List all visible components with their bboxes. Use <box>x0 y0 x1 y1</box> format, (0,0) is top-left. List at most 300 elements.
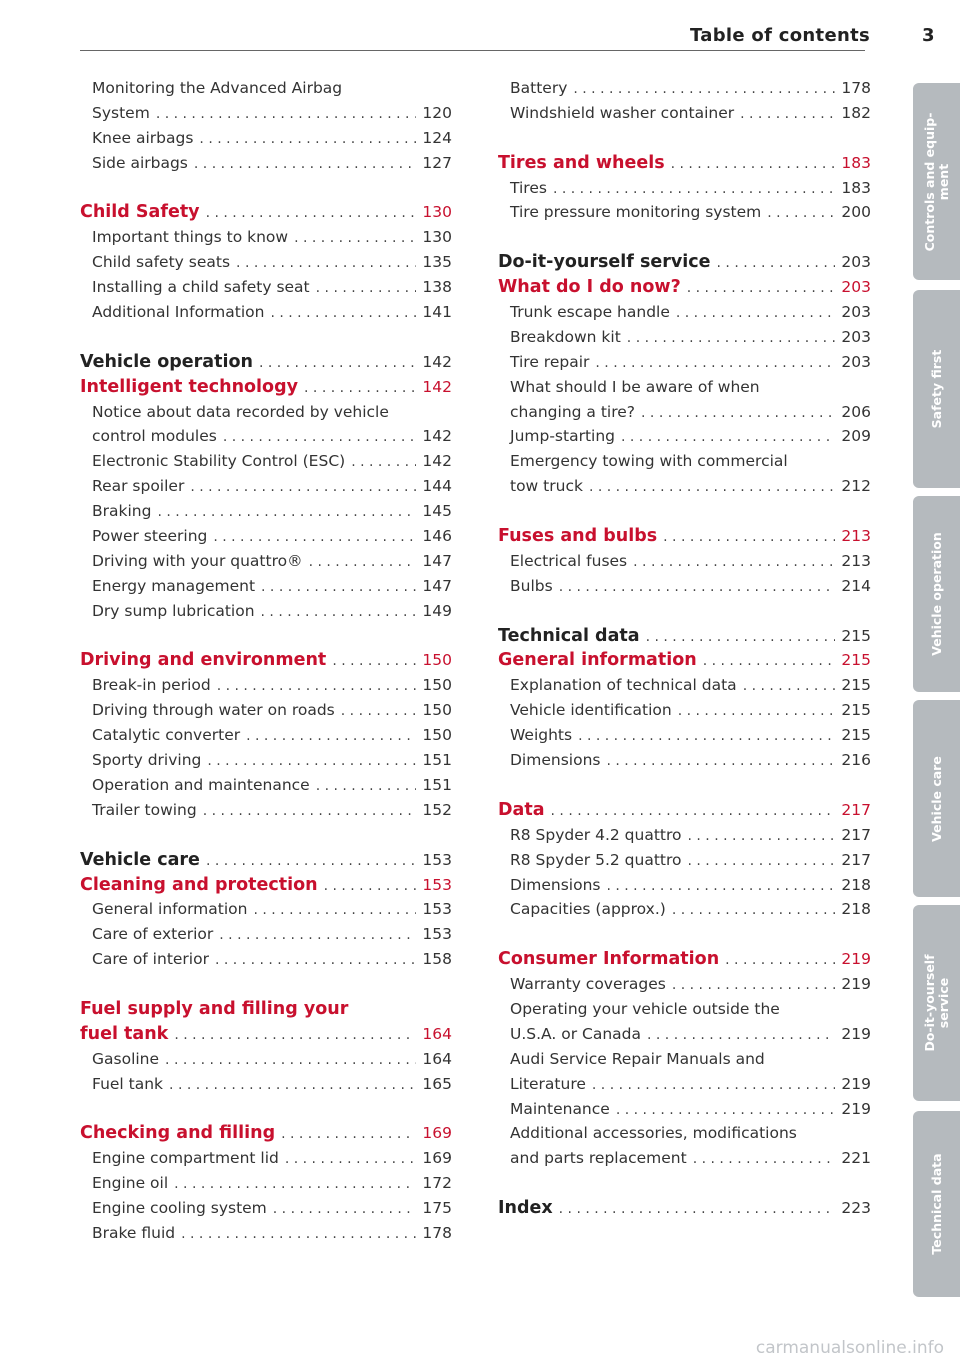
dot-leader <box>567 77 835 102</box>
toc-entry[interactable] <box>80 275 452 300</box>
chapter-tab-label: Vehicle care <box>928 755 944 842</box>
toc-entry-title: Care of exterior <box>92 925 214 944</box>
toc-entry-title: Vehicle operation <box>80 351 253 372</box>
toc-entry-title: Braking <box>92 502 152 521</box>
toc-entry-title: System <box>92 103 150 122</box>
toc-entry-title: Side airbags <box>92 153 188 172</box>
toc-entry-title: R8 Spyder 5.2 quattro <box>510 850 682 869</box>
toc-page-number: 183 <box>841 153 871 172</box>
toc-entry[interactable] <box>80 76 452 101</box>
toc-page-number: 145 <box>422 502 452 521</box>
dot-leader <box>345 450 416 475</box>
dot-leader <box>188 152 416 177</box>
chapter-tab[interactable] <box>913 290 960 488</box>
dot-leader <box>600 874 835 899</box>
toc-page-number: 217 <box>841 850 871 869</box>
toc-entry[interactable] <box>498 325 871 350</box>
toc-entry-title: Installing a child safety seat <box>92 278 310 297</box>
toc-spacer <box>80 176 452 201</box>
toc-entry-title: Audi Service Repair Manuals and <box>510 1049 765 1068</box>
dot-leader <box>310 774 416 799</box>
dot-leader <box>247 898 416 923</box>
toc-entry[interactable] <box>498 673 871 698</box>
toc-entry-title: Break-in period <box>92 676 211 695</box>
toc-entry-title: U.S.A. or Canada <box>510 1024 641 1043</box>
toc-entry[interactable] <box>498 1146 871 1171</box>
toc-entry[interactable] <box>80 424 452 449</box>
toc-entry[interactable] <box>498 375 871 400</box>
dot-leader <box>200 201 416 226</box>
toc-entry-title: Operation and maintenance <box>92 775 310 794</box>
dot-leader <box>303 550 416 575</box>
toc-page-number: 150 <box>422 701 452 720</box>
dot-leader <box>168 1023 416 1048</box>
toc-page-number: 153 <box>422 850 452 869</box>
toc-entry-title: Vehicle identification <box>510 701 672 720</box>
toc-entry-title: Fuel tank <box>92 1074 164 1093</box>
toc-entry[interactable] <box>498 200 871 225</box>
dot-leader <box>553 575 835 600</box>
toc-entry[interactable] <box>498 101 871 126</box>
toc-entry[interactable] <box>80 499 452 524</box>
toc-page-number: 158 <box>422 950 452 969</box>
toc-entry-title: Engine compartment lid <box>92 1149 279 1168</box>
toc-entry[interactable] <box>498 823 871 848</box>
toc-entry[interactable] <box>80 1047 452 1072</box>
toc-entry-title: Important things to know <box>92 228 289 247</box>
toc-page-number: 216 <box>841 751 871 770</box>
toc-page-number: 182 <box>841 103 871 122</box>
dot-leader <box>635 401 835 426</box>
chapter-tab[interactable] <box>913 496 960 692</box>
toc-page-number: 183 <box>841 178 871 197</box>
toc-entry-title: Dimensions <box>510 751 601 770</box>
toc-entry-title: Jump-starting <box>510 427 615 446</box>
toc-entry-title: Care of interior <box>92 950 209 969</box>
toc-page-number: 219 <box>841 1099 871 1118</box>
toc-spacer <box>498 922 871 947</box>
toc-entry[interactable] <box>498 723 871 748</box>
dot-leader <box>547 177 835 202</box>
toc-entry[interactable] <box>498 474 871 499</box>
dot-leader <box>670 301 835 326</box>
toc-entry[interactable] <box>80 300 452 325</box>
toc-page-number: 120 <box>422 103 452 122</box>
toc-entry[interactable] <box>498 997 871 1022</box>
toc-entry[interactable] <box>498 176 871 201</box>
toc-entry-title: Driving with your quattro® <box>92 551 303 570</box>
dot-leader <box>318 874 416 899</box>
toc-entry-title: Breakdown kit <box>510 327 621 346</box>
toc-entry[interactable] <box>80 773 452 798</box>
toc-entry[interactable] <box>80 1171 452 1196</box>
toc-page-number: 200 <box>841 203 871 222</box>
toc-page-number: 203 <box>841 253 871 272</box>
dot-leader <box>298 376 416 401</box>
toc-entry[interactable] <box>80 101 452 126</box>
dot-leader <box>310 276 416 301</box>
toc-entry-title: Child safety seats <box>92 253 231 272</box>
toc-page-number: 169 <box>422 1149 452 1168</box>
dot-leader <box>267 1197 416 1222</box>
dot-leader <box>615 425 835 450</box>
toc-section-entry[interactable] <box>80 1022 452 1047</box>
dot-leader <box>761 201 835 226</box>
toc-entry-title: Engine oil <box>92 1174 169 1193</box>
dot-leader <box>641 1023 835 1048</box>
toc-page-number: 153 <box>422 875 452 894</box>
toc-entry-title: Data <box>498 799 545 820</box>
toc-entry-title: Dry sump lubrication <box>92 601 255 620</box>
toc-entry-title: Catalytic converter <box>92 726 241 745</box>
toc-entry-title: Fuel supply and filling your <box>80 998 349 1019</box>
dot-leader <box>184 475 416 500</box>
toc-page-number: 164 <box>422 1049 452 1068</box>
toc-page-number: 150 <box>422 726 452 745</box>
toc-section-entry[interactable] <box>80 997 452 1022</box>
toc-entry-title: Intelligent technology <box>80 376 299 397</box>
toc-entry[interactable] <box>80 1196 452 1221</box>
toc-entry[interactable] <box>498 549 871 574</box>
dot-leader <box>193 127 416 152</box>
toc-page-number: 153 <box>422 900 452 919</box>
chapter-tab-label: Do-it-yourself service <box>921 954 951 1052</box>
toc-entry-title: and parts replacement <box>510 1149 687 1168</box>
dot-leader <box>586 1073 835 1098</box>
toc-entry[interactable] <box>80 1146 452 1171</box>
toc-entry-title: Engine cooling system <box>92 1199 267 1218</box>
toc-page-number: 215 <box>841 726 871 745</box>
toc-section-entry[interactable] <box>80 200 452 225</box>
toc-entry-title: Trailer towing <box>92 800 197 819</box>
dot-leader <box>583 475 835 500</box>
toc-entry[interactable] <box>80 673 452 698</box>
toc-entry[interactable] <box>80 698 452 723</box>
toc-entry[interactable] <box>80 151 452 176</box>
toc-entry-title: Additional Information <box>92 303 265 322</box>
toc-entry-title: Bulbs <box>510 576 553 595</box>
toc-entry[interactable] <box>80 449 452 474</box>
toc-page-number: 141 <box>422 303 452 322</box>
toc-entry[interactable] <box>498 848 871 873</box>
toc-page-number: 218 <box>841 900 871 919</box>
toc-section-entry[interactable] <box>80 648 452 673</box>
toc-page-number: 203 <box>841 327 871 346</box>
dot-leader <box>687 1147 835 1172</box>
toc-entry-title: Checking and filling <box>80 1123 276 1144</box>
toc-entry[interactable] <box>80 126 452 151</box>
toc-entry-title: Index <box>498 1198 553 1219</box>
dot-leader <box>621 326 835 351</box>
chapter-tab[interactable] <box>913 83 960 280</box>
toc-entry-title: Dimensions <box>510 875 601 894</box>
toc-section-entry[interactable] <box>498 151 871 176</box>
toc-entry[interactable] <box>80 922 452 947</box>
chapter-tab[interactable] <box>913 905 960 1101</box>
dot-leader <box>572 724 835 749</box>
toc-entry-title: Battery <box>510 79 568 97</box>
toc-entry-title: Notice about data recorded by vehicle <box>92 402 389 421</box>
toc-entry-title: Fuses and bulbs <box>498 526 658 547</box>
toc-entry[interactable] <box>80 748 452 773</box>
dot-leader <box>335 699 416 724</box>
dot-leader <box>209 948 416 973</box>
toc-entry[interactable] <box>80 400 452 425</box>
toc-entry-title: Tire pressure monitoring system <box>510 203 762 222</box>
toc-section-entry[interactable] <box>80 375 452 400</box>
toc-page-number: 147 <box>422 576 452 595</box>
toc-entry[interactable] <box>80 524 452 549</box>
toc-entry[interactable] <box>498 424 871 449</box>
toc-section-entry[interactable] <box>498 524 871 549</box>
toc-page-number: 142 <box>422 352 452 371</box>
toc-entry-title: Rear spoiler <box>92 477 185 496</box>
toc-entry-title: tow truck <box>510 477 583 496</box>
dot-leader <box>159 1048 416 1073</box>
toc-entry[interactable] <box>498 574 871 599</box>
toc-entry[interactable] <box>498 449 871 474</box>
toc-entry[interactable] <box>80 250 452 275</box>
toc-page-number: 152 <box>422 800 452 819</box>
toc-section-entry[interactable] <box>498 250 871 275</box>
dot-leader <box>666 898 835 923</box>
toc-spacer <box>498 599 871 624</box>
toc-entry-title: Operating your vehicle outside the <box>510 999 780 1018</box>
toc-section-entry[interactable] <box>498 798 871 823</box>
dot-leader <box>207 525 416 550</box>
dot-leader <box>610 1098 835 1123</box>
toc-spacer <box>80 823 452 848</box>
toc-entry-title: Capacities (approx.) <box>510 900 666 919</box>
toc-entry-title: Tires and wheels <box>498 152 665 173</box>
toc-entry-title: fuel tank <box>80 1023 169 1044</box>
toc-page-number: 203 <box>841 352 871 371</box>
chapter-tab-label: Technical data <box>928 1153 944 1255</box>
toc-page-number: 124 <box>422 128 452 147</box>
toc-page-number: 153 <box>422 925 452 944</box>
chapter-tab-label: Vehicle operation <box>928 532 944 656</box>
dot-leader <box>200 849 416 874</box>
dot-leader <box>175 1222 416 1247</box>
toc-page-number: 142 <box>422 452 452 471</box>
toc-entry-title: Do-it-yourself service <box>498 252 711 273</box>
dot-leader <box>211 674 416 699</box>
toc-page-number: 219 <box>841 950 871 969</box>
toc-page-number: 203 <box>841 303 871 322</box>
toc-entry[interactable] <box>498 300 871 325</box>
toc-entry-title: Cleaning and protection <box>80 874 318 895</box>
dot-leader <box>151 500 416 525</box>
toc-entry-title: Child Safety <box>80 202 200 223</box>
dot-leader <box>711 251 835 276</box>
toc-section-entry[interactable] <box>80 350 452 375</box>
dot-leader <box>682 824 836 849</box>
toc-entry[interactable] <box>80 1221 452 1246</box>
dot-leader <box>672 699 835 724</box>
toc-entry-title: Weights <box>510 726 573 745</box>
dot-leader <box>150 102 416 127</box>
toc-page-number: 218 <box>841 875 871 894</box>
dot-leader <box>217 425 416 450</box>
toc-entry-title: Maintenance <box>510 1099 610 1118</box>
toc-entry-title: Warranty coverages <box>510 975 666 994</box>
toc-entry-title: Knee airbags <box>92 128 194 147</box>
toc-entry[interactable] <box>80 474 452 499</box>
toc-page-number: 215 <box>841 651 871 670</box>
watermark: carmanualsonline.info <box>755 1338 944 1358</box>
toc-entry-title: Electronic Stability Control (ESC) <box>92 452 346 471</box>
chapter-tab[interactable] <box>913 1111 960 1297</box>
toc-page-number: 219 <box>841 1024 871 1043</box>
toc-page-number: 138 <box>422 278 452 297</box>
toc-entry-title: Trunk escape handle <box>510 303 670 322</box>
toc-entry[interactable] <box>498 1022 871 1047</box>
dot-leader <box>681 276 835 301</box>
toc-page-number: 169 <box>422 1124 452 1143</box>
toc-entry[interactable] <box>498 1072 871 1097</box>
dot-leader <box>275 1122 416 1147</box>
dot-leader <box>589 351 835 376</box>
toc-entry-title: Vehicle care <box>80 849 200 870</box>
toc-page-number: 130 <box>422 203 452 222</box>
toc-entry[interactable] <box>498 897 871 922</box>
toc-spacer <box>498 1171 871 1196</box>
toc-page-number: 151 <box>422 751 452 770</box>
toc-page-number: 175 <box>422 1199 452 1218</box>
toc-entry[interactable] <box>498 350 871 375</box>
dot-leader <box>255 600 416 625</box>
toc-page-number: 135 <box>422 253 452 272</box>
dot-leader <box>682 849 836 874</box>
toc-section-entry[interactable] <box>80 873 452 898</box>
toc-entry[interactable] <box>498 748 871 773</box>
toc-page-number: 219 <box>841 1074 871 1093</box>
toc-page-number: 147 <box>422 551 452 570</box>
toc-section-entry[interactable] <box>80 848 452 873</box>
toc-entry[interactable] <box>80 723 452 748</box>
toc-entry[interactable] <box>80 574 452 599</box>
header-rule <box>80 50 865 51</box>
dot-leader <box>666 973 835 998</box>
toc-page-number: 142 <box>422 427 452 446</box>
toc-entry-title: Explanation of technical data <box>510 676 737 695</box>
toc-entry-title: Electrical fuses <box>510 551 628 570</box>
toc-section-entry[interactable] <box>80 1121 452 1146</box>
dot-leader <box>264 301 416 326</box>
toc-section-entry[interactable] <box>498 648 871 673</box>
toc-entry[interactable] <box>498 873 871 898</box>
toc-spacer <box>498 499 871 524</box>
toc-entry-title: Literature <box>510 1074 586 1093</box>
toc-entry-title: Driving and environment <box>80 650 327 671</box>
toc-entry-title: What do I do now? <box>498 277 681 298</box>
toc-page-number: 164 <box>422 1024 452 1043</box>
toc-page-number: 172 <box>422 1174 452 1193</box>
toc-spacer <box>80 972 452 997</box>
toc-section-entry[interactable] <box>498 947 871 972</box>
toc-entry-title: Energy management <box>92 576 256 595</box>
toc-page-number: 165 <box>422 1074 452 1093</box>
toc-entry-title: Gasoline <box>92 1049 160 1068</box>
dot-leader <box>253 351 416 376</box>
toc-page-number: 223 <box>841 1199 871 1218</box>
toc-entry[interactable] <box>498 400 871 425</box>
toc-entry-title: Consumer Information <box>498 949 720 970</box>
toc-page-number: 212 <box>841 477 871 496</box>
toc-entry-title: control modules <box>92 427 217 446</box>
toc-entry[interactable] <box>80 947 452 972</box>
toc-page-number: 178 <box>841 79 871 97</box>
toc-entry-title: Monitoring the Advanced Airbag <box>92 79 343 97</box>
toc-entry-title: changing a tire? <box>510 402 636 421</box>
toc-spacer <box>498 225 871 250</box>
dot-leader <box>545 799 835 824</box>
toc-page-number: 149 <box>422 601 452 620</box>
toc-entry[interactable] <box>80 798 452 823</box>
toc-entry[interactable] <box>498 76 871 101</box>
chapter-tab[interactable] <box>913 700 960 897</box>
dot-leader <box>719 948 835 973</box>
dot-leader <box>255 575 416 600</box>
toc-spacer <box>498 773 871 798</box>
toc-spacer <box>80 1097 452 1122</box>
toc-entry-title: Tires <box>510 178 547 197</box>
dot-leader <box>627 550 835 575</box>
toc-page-number: 206 <box>841 402 871 421</box>
toc-page-number: 215 <box>841 676 871 695</box>
toc-page-number: 221 <box>841 1149 871 1168</box>
chapter-tab-label: Safety first <box>928 349 944 429</box>
toc-entry[interactable] <box>80 1072 452 1097</box>
toc-entry[interactable] <box>498 1121 871 1146</box>
toc-entry[interactable] <box>80 599 452 624</box>
toc-right-column <box>498 76 871 1221</box>
toc-entry[interactable] <box>80 225 452 250</box>
page-header-title: Table of contents <box>690 25 870 46</box>
toc-entry[interactable] <box>80 549 452 574</box>
toc-entry-title: What should I be aware of when <box>510 377 760 396</box>
toc-entry-title: Windshield washer container <box>510 103 735 122</box>
dot-leader <box>240 724 416 749</box>
toc-entry-title: Technical data <box>498 625 640 646</box>
toc-page-number: 150 <box>422 651 452 670</box>
dot-leader <box>279 1147 416 1172</box>
toc-entry-title: Power steering <box>92 527 208 546</box>
toc-page-number: 215 <box>841 701 871 720</box>
toc-left-column <box>80 76 452 1246</box>
dot-leader <box>600 749 835 774</box>
toc-section-entry[interactable] <box>498 275 871 300</box>
toc-page-number: 219 <box>841 975 871 994</box>
toc-entry-title: General information <box>92 900 248 919</box>
toc-spacer <box>80 325 452 350</box>
toc-entry-title: Additional accessories, modifications <box>510 1124 797 1143</box>
toc-entry-title: General information <box>498 650 697 671</box>
toc-entry[interactable] <box>498 1097 871 1122</box>
toc-page-number: 130 <box>422 228 452 247</box>
toc-section-entry[interactable] <box>498 624 871 649</box>
toc-section-entry[interactable] <box>498 1196 871 1221</box>
toc-entry[interactable] <box>80 897 452 922</box>
toc-spacer <box>498 126 871 151</box>
toc-entry[interactable] <box>498 972 871 997</box>
toc-page-number: 146 <box>422 527 452 546</box>
dot-leader <box>163 1073 416 1098</box>
toc-entry[interactable] <box>498 698 871 723</box>
toc-entry-title: Sporty driving <box>92 751 202 770</box>
toc-entry[interactable] <box>498 1047 871 1072</box>
toc-entry-title: R8 Spyder 4.2 quattro <box>510 825 682 844</box>
